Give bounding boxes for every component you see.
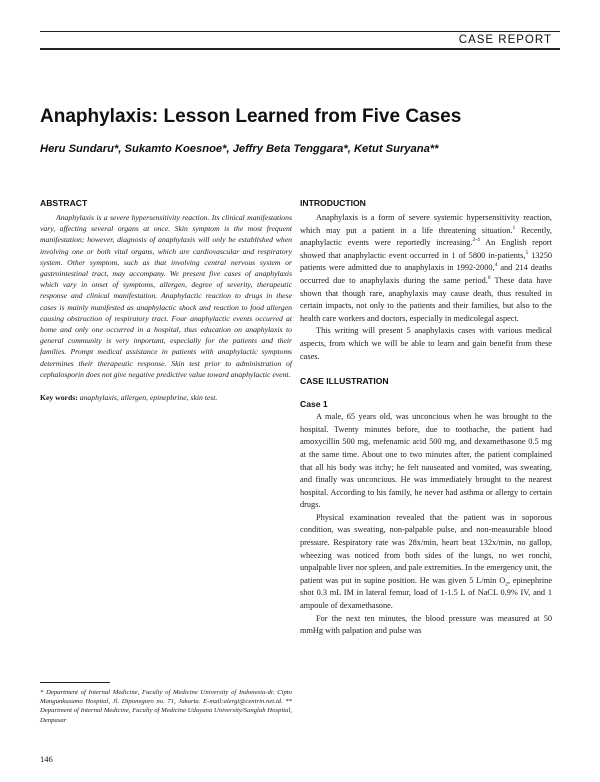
right-column	[300, 198, 552, 638]
page-number: 146	[40, 754, 53, 764]
left-column	[40, 198, 292, 403]
case-1-paragraph-1: A male, 65 years old, was unconcious when he was brought to the hospital. Twenty minutes before, due to toothache, the patient had amoxycillin 500 mg, mefenamic acid 500 mg, and dexamethasone 0.5 mg at the same time. About one to two minutes after, the patient complained that all his body was itchy; he felt nauseated and vomited, was sweating, and finally was unconcious. He was immediately brought to the nearest hospital. According to his family, he never had asthma or allergy to certain drugs.	[300, 412, 552, 510]
keywords-label: Key words:	[40, 393, 78, 403]
introduction-heading: INTRODUCTION	[300, 198, 366, 208]
affiliation-footnote: * Department of Internal Medicine, Faculty of Medicine University of Indonesia-dr. Cipto Mangunkusumo Hospital, Jl. Diponegoro no. 71, Jakarta. E-mail:alergi@centrin.net.id. ** Department of Internal Medicine, Faculty of Medicine Udayana University/Sanglah Hospital, Denpasar	[40, 689, 292, 724]
case-1-paragraph-3: For the next ten minutes, the blood pressure was measured at 50 mmHg with palpation and pulse was	[300, 613, 552, 636]
introduction-paragraph-2: This writing will present 5 anaphylaxis cases with various medical aspects, from which we will be able to learn and gain benefit from these cases.	[300, 326, 552, 361]
abstract-heading: ABSTRACT	[40, 198, 88, 208]
section-label: CASE REPORT	[458, 34, 552, 46]
keywords-text: anaphylaxis, allergen, epinephrine, skin test.	[77, 393, 218, 403]
article-authors: Heru Sundaru*, Sukamto Koesnoe*, Jeffry Beta Tenggara*, Ketut Suryana**	[40, 143, 439, 155]
header-rule-bottom	[40, 48, 560, 50]
abstract-text: Anaphylaxis is a severe hypersensitivity reaction. Its clinical manifestations vary, affecting several organs at once. Skin symptom is the most frequent manifestation; however, diagnosis of anaphylaxis will only be established when involving one or both vital organs, which are cardiovascular and respiratory system. Other symptom, such as that involving central nervous system or gastrointestinal tract, may accompany. We present five cases of anaphylaxis which vary in onset of symptoms, allergen, degree of severity, therapeutic response and clinical manifestation. Anaphylactic reaction to drugs in these cases is mainly manifested as anaphylactic shock and reaction to food allergen causing obstruction of respiratory tract. Four anaphylactic events occurred at home and only one occurred in a hospital, thus education on anaphylaxis to general community is very important, especially for the patients and their families. Prompt medical assistance in patients with anaphylactic symptoms determines their therapeutic response. Skin test prior to administration of cephalosporin does not give negative predictive value toward anaphylactic event.	[40, 213, 292, 379]
footnote-rule	[40, 682, 110, 683]
case-1-paragraph-2: Physical examination revealed that the patient was in soporous condition, was sweating, non-palpable pulse, and non-measurable blood pressure. Respiratory rate was 28x/min, heart beat 132x/min, no gallop, wheezing was noticed from both sides of the lungs, no wet ronchi, unpalpable liver nor spleen, and pale extremities. In the emergency unit, the patient was put in supine position. He was given 5 L/min $O_2$, epinephrine shot 0.3 mL IM in lateral femur, load of 1-1.5 L of NaCL 0.9% IV, and 1 ampoule of dexamethasone.	[300, 512, 553, 611]
section-header	[40, 31, 560, 50]
keywords-line	[40, 392, 292, 403]
case-illustration-heading: CASE ILLUSTRATION	[300, 376, 389, 387]
introduction-paragraph-1: Anaphylaxis is a form of severe systemic hypersensitivity reaction, which may put a patient in a life threatening situation.$^1$ Recently, anaphylactic events were reportedly increasing.$^{2-4}$ An English report showed that anaphylactic event occurred in 1 of 5800 in-patients,$^5$ 13250 patients were admitted due to anaphylaxis in 1992-2000,$^4$ and 214 deaths occurred due to anaphylaxis during the same period.$^6$ These data have shown that though rare, anaphylaxis may cause death, thus resulted in certain impacts, not only to the patients and their families, but also to the health care workers and doctors, especially in medicolegal aspect.	[300, 213, 552, 323]
case-1-heading: Case 1	[300, 399, 328, 410]
article-title: Anaphylaxis: Lesson Learned from Five Cases	[40, 106, 462, 127]
